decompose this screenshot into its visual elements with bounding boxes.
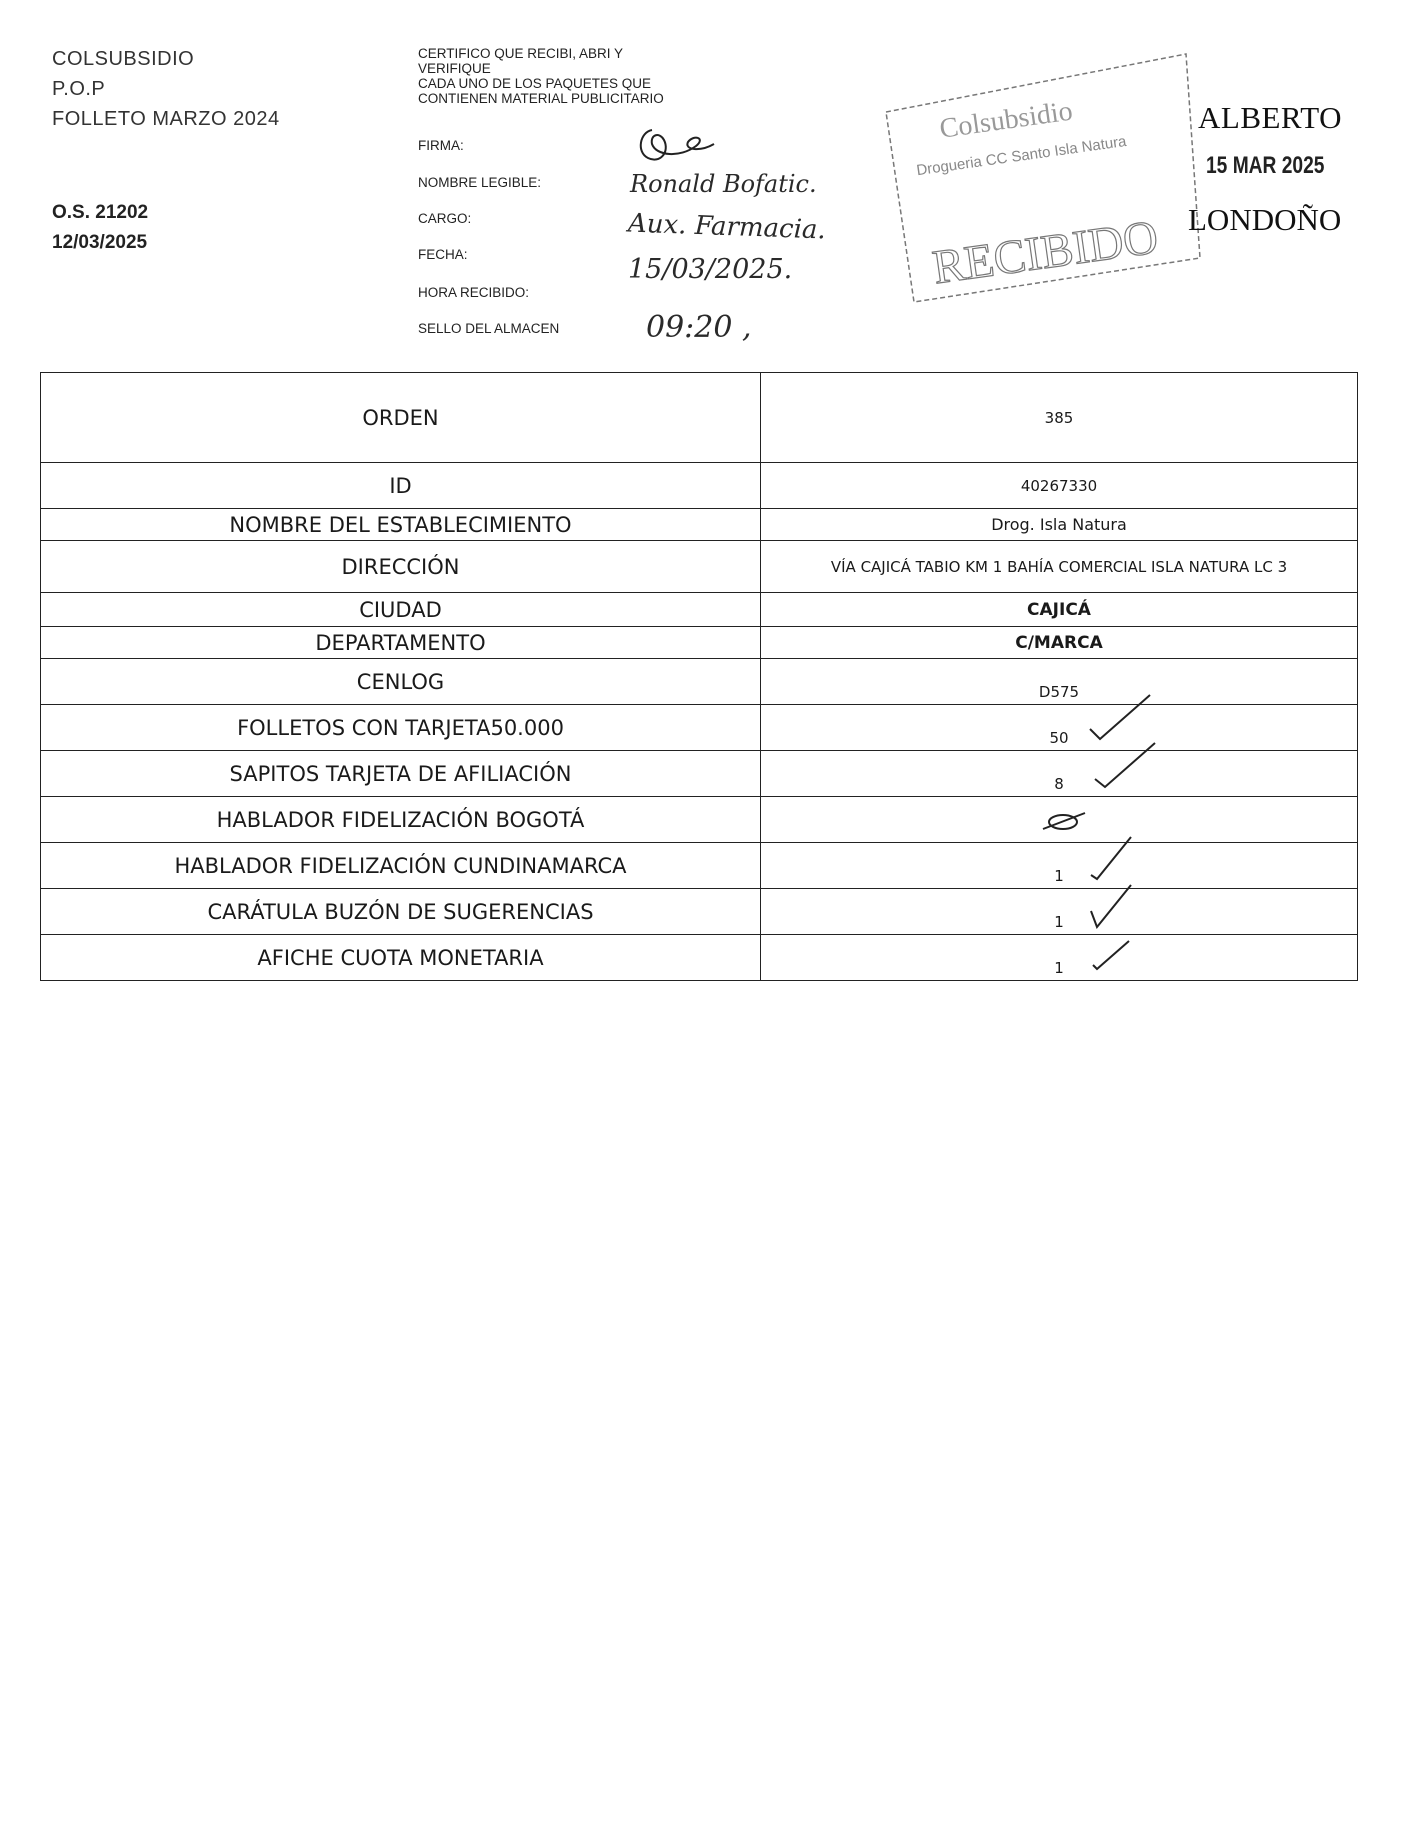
zero-slash-mark-icon: [1035, 807, 1095, 837]
cert-line-3: CADA UNO DE LOS PAQUETES QUE: [418, 76, 652, 91]
row-value: 40267330: [761, 463, 1358, 509]
cargo-label: CARGO:: [418, 211, 472, 226]
table-row: [41, 659, 1358, 705]
doc-title: FOLLETO MARZO 2024: [52, 108, 280, 130]
row-label: SAPITOS TARJETA DE AFILIACIÓN: [41, 751, 761, 797]
cert-line-1: CERTIFICO QUE RECIBI, ABRI Y: [418, 46, 624, 61]
stamp-store: Drogueria CC Santo Isla Natura: [915, 132, 1128, 180]
row-label: HABLADOR FIDELIZACIÓN CUNDINAMARCA: [41, 843, 761, 889]
row-value: 385: [761, 373, 1358, 463]
table-row: [41, 935, 1358, 981]
checkmark-icon: [1087, 881, 1137, 935]
table-row: [41, 593, 1358, 627]
row-label: ORDEN: [41, 373, 761, 463]
row-value: VÍA CAJICÁ TABIO KM 1 BAHÍA COMERCIAL ISLA NATURA LC 3: [761, 541, 1358, 593]
checkmark-icon: [1091, 739, 1161, 797]
delivery-table: [40, 372, 1358, 981]
os-number: O.S. 21202: [52, 202, 149, 223]
header-left: [52, 44, 280, 134]
checkmark-icon: [1089, 937, 1135, 977]
row-label: FOLLETOS CON TARJETA50.000: [41, 705, 761, 751]
value-text: 1: [1054, 866, 1064, 885]
stamp-alberto: ALBERTO: [1198, 100, 1343, 135]
fecha-label: FECHA:: [418, 247, 468, 262]
handwritten-time: 09:20 ,: [646, 310, 752, 345]
row-value: [761, 751, 1358, 797]
doc-type: P.O.P: [52, 78, 106, 100]
os-date: 12/03/2025: [52, 232, 148, 253]
value-text: 1: [1054, 912, 1064, 931]
row-value: [761, 889, 1358, 935]
table-row: [41, 843, 1358, 889]
company-name: COLSUBSIDIO: [52, 48, 195, 70]
row-label: NOMBRE DEL ESTABLECIMIENTO: [41, 509, 761, 541]
hora-label: HORA RECIBIDO:: [418, 285, 530, 300]
row-label: DIRECCIÓN: [41, 541, 761, 593]
row-label: ID: [41, 463, 761, 509]
value-text: 50: [1049, 728, 1069, 747]
handwritten-date: 15/03/2025.: [628, 254, 793, 285]
row-label: DEPARTAMENTO: [41, 627, 761, 659]
row-value: [761, 843, 1358, 889]
table-row: [41, 373, 1358, 463]
table-row: [41, 751, 1358, 797]
table-row: [41, 627, 1358, 659]
received-stamp: [880, 40, 1220, 310]
stamp-londono: LONDOÑO: [1188, 202, 1342, 237]
row-label: CENLOG: [41, 659, 761, 705]
sello-label: SELLO DEL ALMACEN: [418, 321, 560, 336]
cert-line-2: VERIFIQUE: [418, 61, 491, 76]
row-value: [761, 935, 1358, 981]
handwritten-position: Aux. Farmacia.: [627, 208, 827, 246]
row-value: [761, 797, 1358, 843]
row-value: [761, 659, 1358, 705]
table-row: [41, 797, 1358, 843]
value-text: D575: [1038, 682, 1080, 701]
table-row: [41, 463, 1358, 509]
firma-label: FIRMA:: [418, 138, 464, 153]
row-label: CARÁTULA BUZÓN DE SUGERENCIAS: [41, 889, 761, 935]
table-row: [41, 889, 1358, 935]
stamp-received: RECIBIDO: [929, 210, 1162, 295]
table-row: [41, 509, 1358, 541]
row-value: C/MARCA: [761, 627, 1358, 659]
signature: [630, 122, 720, 172]
nombre-label: NOMBRE LEGIBLE:: [418, 175, 542, 190]
row-label: AFICHE CUOTA MONETARIA: [41, 935, 761, 981]
order-info: [52, 198, 148, 258]
row-value: Drog. Isla Natura: [761, 509, 1358, 541]
stamp-date: 15 MAR 2025: [1206, 152, 1325, 179]
cert-line-4: CONTIENEN MATERIAL PUBLICITARIO: [418, 91, 664, 106]
row-value: [761, 705, 1358, 751]
value-text: 8: [1054, 774, 1064, 793]
handwritten-name: Ronald Bofatic.: [630, 170, 817, 198]
certification-text: [418, 46, 738, 106]
row-value: CAJICÁ: [761, 593, 1358, 627]
value-text: 1: [1054, 958, 1064, 977]
row-label: HABLADOR FIDELIZACIÓN BOGOTÁ: [41, 797, 761, 843]
stamp-brand: Colsubsidio: [937, 95, 1075, 145]
row-label: CIUDAD: [41, 593, 761, 627]
table-row: [41, 541, 1358, 593]
